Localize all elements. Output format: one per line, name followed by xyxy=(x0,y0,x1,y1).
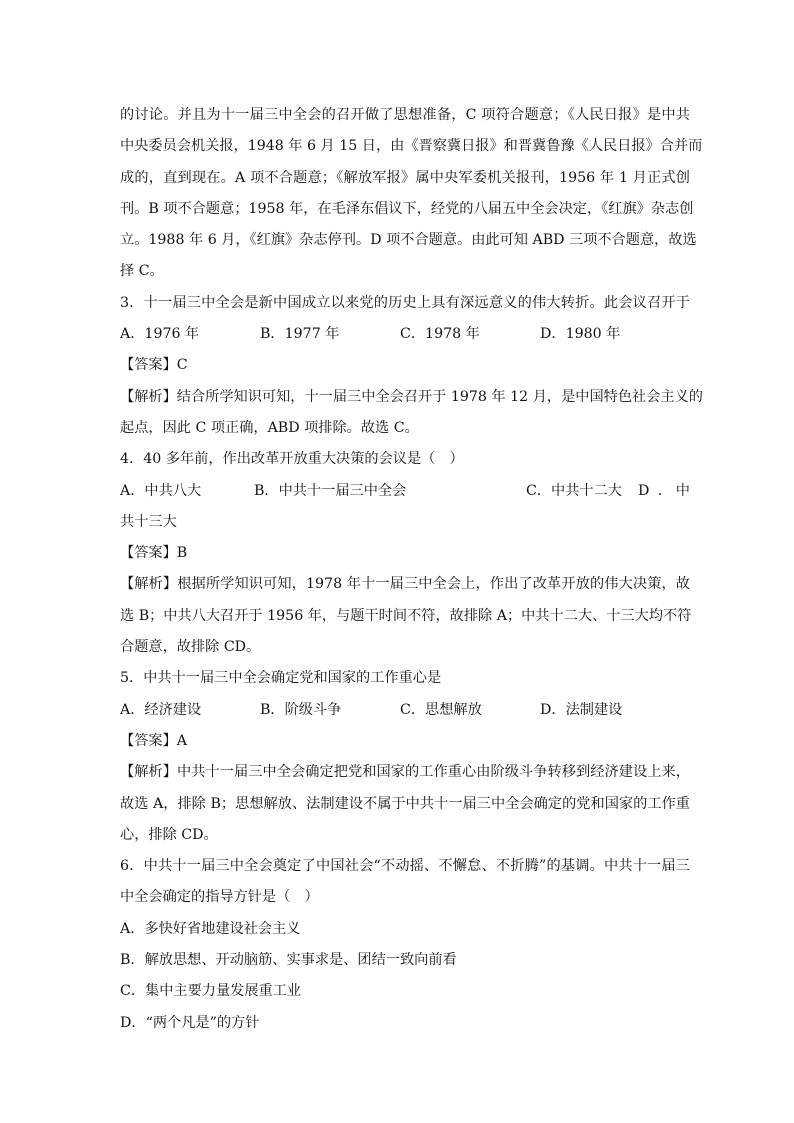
text-line: 的讨论。并且为十一届三中全会的召开做了思想准备，C 项符合题意；《人民日报》是中共 xyxy=(120,107,690,123)
question-4 xyxy=(120,444,690,663)
text-line: 立。1988 年 6 月，《红旗》杂志停刊。D 项不合题意。由此可知 ABD 三项不合题意，故选 xyxy=(120,232,697,249)
option-a: A．1976 年 xyxy=(120,326,200,343)
analysis-line: 选 B；中共八大召开于 1956 年，与题干时间不符，故排除 A；中共十二大、十三大均不符 xyxy=(120,607,692,624)
option-d: D ．中 xyxy=(638,482,690,499)
option-d: D．1980 年 xyxy=(540,326,621,343)
question-options xyxy=(120,476,690,507)
question-stem: 3．十一届三中全会是新中国成立以来党的历史上具有深远意义的伟大转折。此会议召开于 xyxy=(120,294,690,311)
option-b: B．阶级斗争 xyxy=(260,701,342,718)
option-a: A．多快好省地建设社会主义 xyxy=(120,920,301,937)
analysis-line: 合题意，故排除 CD。 xyxy=(120,639,261,656)
option-d: D．“两个凡是”的方针 xyxy=(120,1014,260,1031)
question-stem: 6．中共十一届三中全会奠定了中国社会“不动摇、不懈怠、不折腾”的基调。中共十一届三 xyxy=(120,858,690,875)
page-content xyxy=(120,100,703,1039)
analysis-line: 【解析】根据所学知识可知，1978 年十一届三中全会上，作出了改革开放的伟大决策，故 xyxy=(120,576,690,593)
analysis-line: 起点，因此 C 项正确，ABD 项排除。故选 C。 xyxy=(120,419,419,436)
option-c: C．中共十二大 xyxy=(526,482,622,499)
option-b: B．1977 年 xyxy=(260,326,340,343)
text-line: 择 C。 xyxy=(120,263,164,280)
option-c: C．1978 年 xyxy=(400,326,480,343)
question-stem: 中全会确定的指导方针是（ ） xyxy=(120,889,319,906)
option-d-continued: 共十三大 xyxy=(120,513,177,530)
question-5 xyxy=(120,663,690,851)
question-options xyxy=(120,319,690,350)
analysis-line: 【解析】中共十一届三中全会确定把党和国家的工作重心由阶级斗争转移到经济建设上来， xyxy=(120,764,690,781)
analysis-line: 心，排除 CD。 xyxy=(120,826,218,843)
option-b: B．中共十一届三中全会 xyxy=(254,482,407,499)
question-stem: 5．中共十一届三中全会确定党和国家的工作重心是 xyxy=(120,670,442,687)
answer: 【答案】B xyxy=(120,545,188,562)
option-c: C．集中主要力量发展重工业 xyxy=(120,983,302,1000)
answer: 【答案】C xyxy=(120,357,188,374)
text-line: 成的，直到现在。A 项不合题意；《解放军报》属中央军委机关报刊，1956 年 1 月正式创 xyxy=(120,169,690,186)
option-c: C．思想解放 xyxy=(400,701,482,718)
answer: 【答案】A xyxy=(120,732,187,749)
previous-analysis xyxy=(120,100,703,288)
text-line: 刊。B 项不合题意；1958 年，在毛泽东倡议下，经党的八届五中全会决定，《红旗》杂志创 xyxy=(120,200,694,217)
analysis-line: 故选 A，排除 B；思想解放、法制建设不属于中共十一届三中全会确定的党和国家的工作重 xyxy=(120,795,690,812)
option-a: A．经济建设 xyxy=(120,701,202,718)
question-6 xyxy=(120,851,690,1039)
text-line: 中央委员会机关报，1948 年 6 月 15 日，由《晋察冀日报》和晋冀鲁豫《人民日报》合并而 xyxy=(120,138,703,155)
option-a: A．中共八大 xyxy=(120,482,202,499)
question-stem: 4．40 多年前，作出改革开放重大决策的会议是（ ） xyxy=(120,451,464,468)
question-3 xyxy=(120,288,703,444)
option-b: B．解放思想、开动脑筋、实事求是、团结一致向前看 xyxy=(120,952,457,969)
question-options xyxy=(120,695,690,726)
analysis-line: 【解析】结合所学知识可知，十一届三中全会召开于 1978 年 12 月，是中国特色社会主义的 xyxy=(120,388,703,405)
option-d: D．法制建设 xyxy=(540,701,623,718)
